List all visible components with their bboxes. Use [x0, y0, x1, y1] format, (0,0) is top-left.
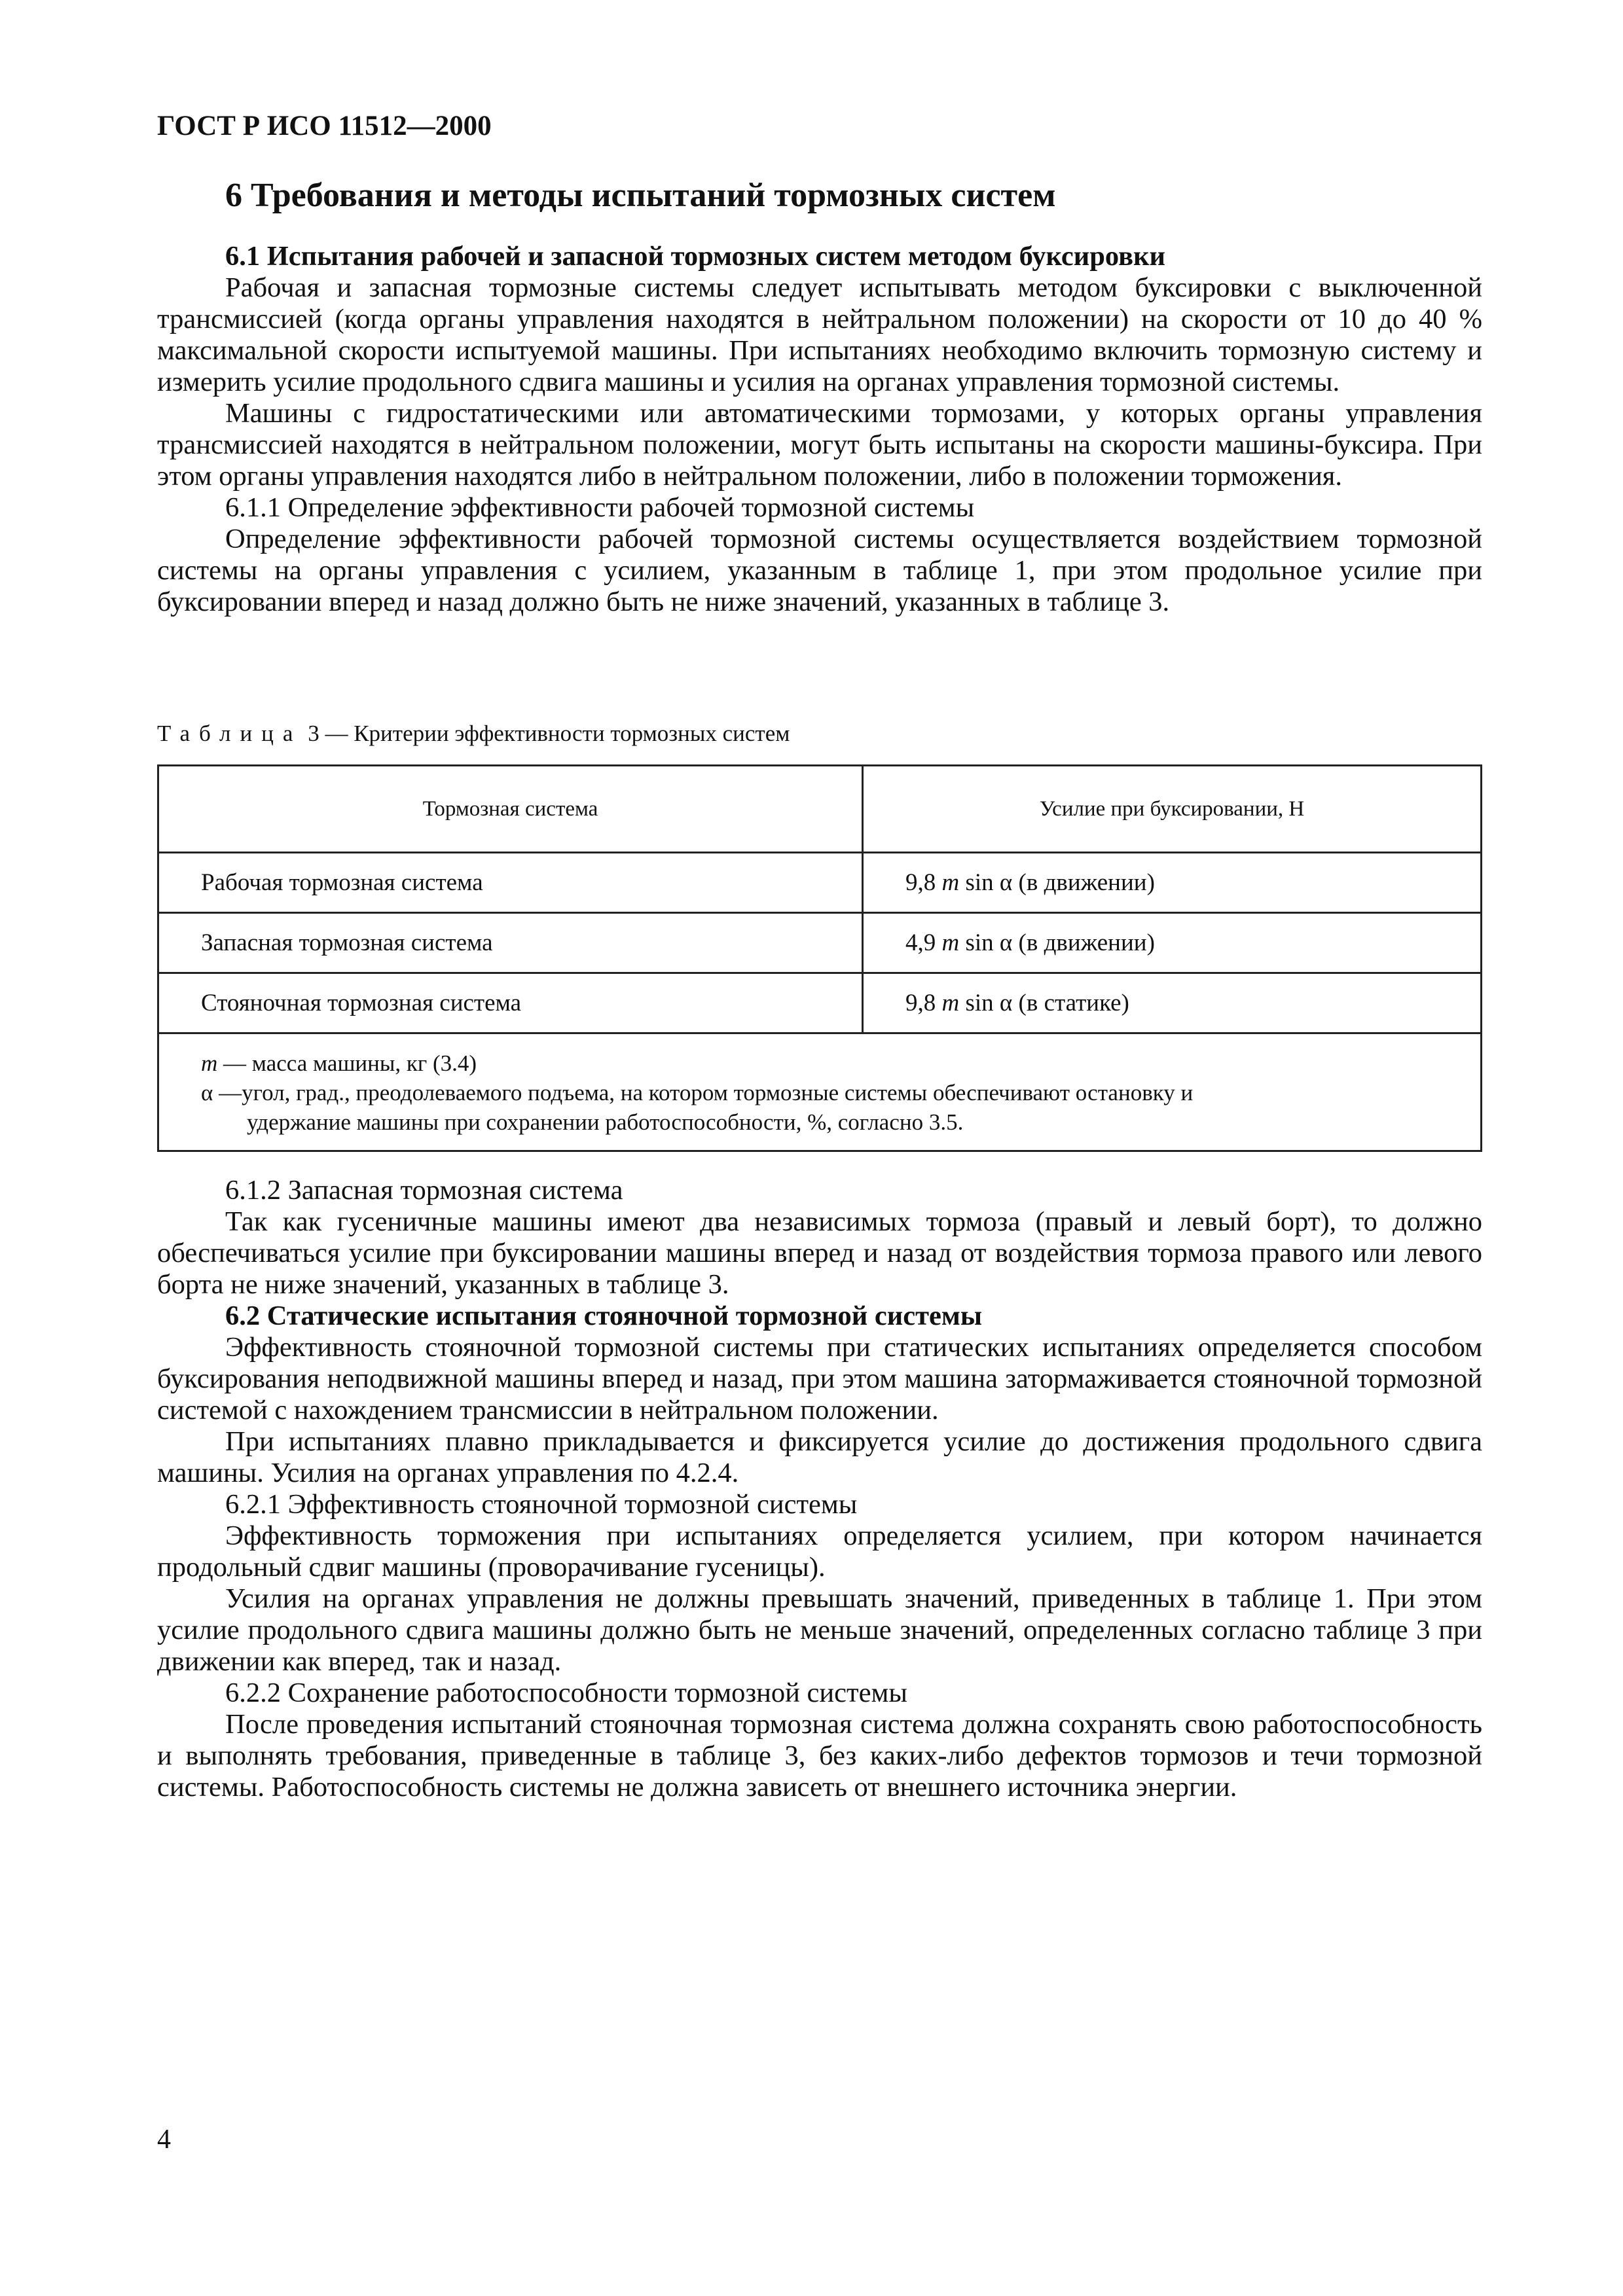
table-row — [158, 853, 1482, 913]
table-legend — [158, 1033, 1482, 1151]
legend-angle-line2: удержание машины при сохранении работоспособности, %, согласно 3.5. — [247, 1109, 964, 1135]
table-legend-row — [158, 1033, 1482, 1151]
table-row — [158, 973, 1482, 1033]
subsection-6-1-2-title: 6.1.2 Запасная тормозная система — [225, 1175, 623, 1206]
page-number: 4 — [157, 2125, 171, 2155]
paragraph: Эффективность стояночной тормозной системы при статических испытаниях определяется способом буксирования неподвижной машины вперед и назад, при этом машина затормаживается стояночной тормозной системой с нахождением трансмиссии в нейтральном положении. — [157, 1332, 1482, 1426]
section-6-body-continued — [157, 1175, 1482, 1803]
paragraph: Рабочая и запасная тормозные системы следует испытывать методом буксировки с выключенной трансмиссией (когда органы управления находятся в нейтральном положении) на скорости от 10 до 40 % максимальной скорости испытуемой машины. При испытаниях необходимо включить тормозную систему и измерить усилие продольного сдвига машины и усилия на органах управления тормозной системы. — [157, 272, 1482, 397]
paragraph: При испытаниях плавно прикладывается и фиксируется усилие до достижения продольного сдвига машины. Усилия на органах управления по 4.2.4. — [157, 1426, 1482, 1488]
subsection-6-2-1-title: 6.2.1 Эффективность стояночной тормозной системы — [225, 1489, 858, 1520]
paragraph: Машины с гидростатическими или автоматическими тормозами, у которых органы управления трансмиссией находятся в нейтральном положении, могут быть испытаны на скорости машины-буксира. При этом органы управления находятся либо в нейтральном положении, либо в положении торможения. — [157, 398, 1482, 492]
table-header-row — [158, 766, 1482, 853]
cell-system: Рабочая тормозная система — [158, 853, 863, 913]
subsection-6-1-title: 6.1 Испытания рабочей и запасной тормозных систем методом буксировки — [225, 241, 1166, 272]
subsection-6-1-1-title: 6.1.1 Определение эффективности рабочей тормозной системы — [225, 492, 975, 523]
subsection-6-2-2-title: 6.2.2 Сохранение работоспособности тормозной системы — [225, 1677, 907, 1708]
table-caption-text: 3 — Критерии эффективности тормозных систем — [308, 721, 790, 746]
legend-angle-line1: α —угол, град., преодолеваемого подъема, на котором тормозные системы обеспечивают остановку и — [201, 1080, 1194, 1105]
cell-system: Запасная тормозная система — [158, 913, 863, 973]
paragraph: После проведения испытаний стояночная тормозная система должна сохранять свою работоспособность и выполнять требования, приведенные в таблице 3, без каких-либо дефектов тормозов и течи тормозной системы. Работоспособность системы не должна зависеть от внешнего источника энергии. — [157, 1709, 1482, 1803]
paragraph: Усилия на органах управления не должны превышать значений, приведенных в таблице 1. При этом усилие продольного сдвига машины должно быть не меньше значений, определенных согласно таблице 3 при движении как вперед, так и назад. — [157, 1583, 1482, 1677]
cell-force: 4,9 m sin α (в движении) — [863, 913, 1482, 973]
legend-mass: m — масса машины, кг (3.4) — [201, 1050, 477, 1076]
cell-force: 9,8 m sin α (в движении) — [863, 853, 1482, 913]
section-6-body — [157, 175, 1482, 618]
document-header: ГОСТ Р ИСО 11512—2000 — [157, 111, 492, 141]
cell-system: Стояночная тормозная система — [158, 973, 863, 1033]
paragraph: Так как гусеничные машины имеют два независимых тормоза (правый и левый борт), то должно обеспечиваться усилие при буксировании машины вперед и назад от воздействия тормоза правого или левого борта не ниже значений, указанных в таблице 3. — [157, 1206, 1482, 1300]
paragraph: Определение эффективности рабочей тормозной системы осуществляется воздействием тормозной системы на органы управления с усилием, указанным в таблице 1, при этом продольное усилие при буксировании вперед и назад должно быть не ниже значений, указанных в таблице 3. — [157, 524, 1482, 617]
paragraph: Эффективность торможения при испытаниях определяется усилием, при котором начинается продольный сдвиг машины (проворачивание гусеницы). — [157, 1520, 1482, 1583]
table-caption — [157, 720, 790, 747]
column-header-system: Тормозная система — [158, 766, 863, 853]
section-title: 6 Требования и методы испытаний тормозных систем — [225, 177, 1056, 214]
braking-criteria-table — [157, 764, 1482, 1152]
subsection-6-2-title: 6.2 Статические испытания стояночной тормозной системы — [225, 1300, 983, 1331]
column-header-force: Усилие при буксировании, Н — [863, 766, 1482, 853]
table-row — [158, 913, 1482, 973]
cell-force: 9,8 m sin α (в статике) — [863, 973, 1482, 1033]
table-caption-label: Таблица — [157, 721, 302, 746]
